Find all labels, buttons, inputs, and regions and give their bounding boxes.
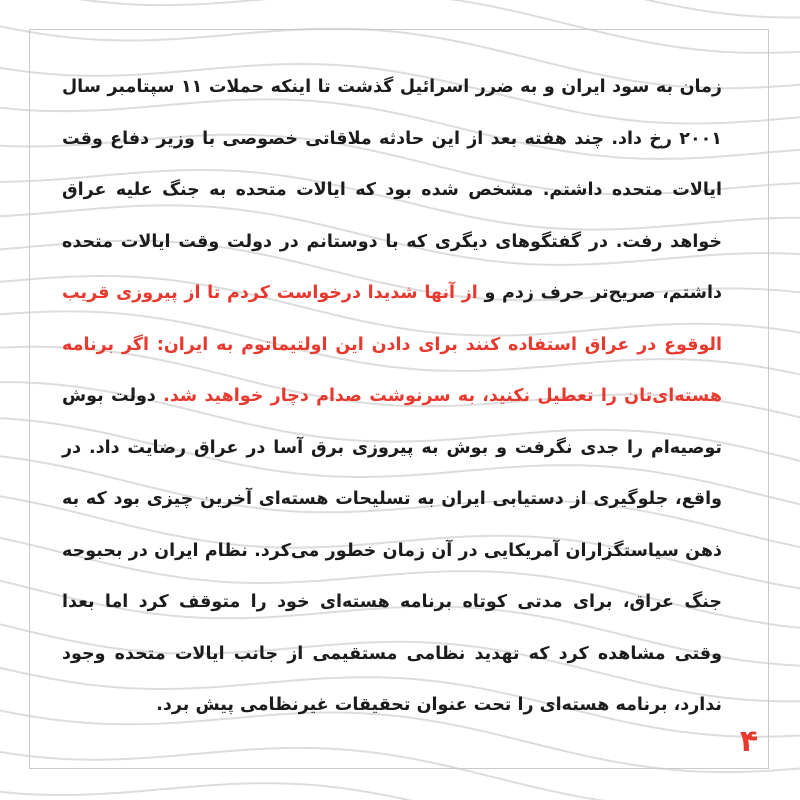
paragraph-text-part1: زمان به سود ایران و به ضرر اسرائیل گذشت تا اینکه حملات ۱۱ سپتامبر سال ۲۰۰۱ رخ داد. چند هفته بعد از این حادثه ملاقاتی خصوصی با وزیر دفاع وقت ایالات متحده داشتم. مشخص شده بود که ایالات متحده به جنگ علیه عراق خواهد رفت. در گفتگوهای دیگری که با دوستانم در دولت وقت ایالات متحده داشتم، صریح‌تر حرف زدم و xyxy=(62,77,722,303)
paragraph-highlight-text: از آنها شدیدا درخواست کردم تا از پیروزی قریب الوقوع در عراق استفاده کنند برای دادن این اولتیماتوم به ایران: اگر برنامه هسته‌ای‌تان را تعطیل نکنید، به سرنوشت صدام دچار خواهید شد. xyxy=(62,283,722,406)
page-number: ۴ xyxy=(739,724,759,759)
body-paragraph xyxy=(62,62,722,732)
wave-line xyxy=(0,783,800,800)
paragraph-text-part2: دولت بوش توصیه‌ام را جدی نگرفت و بوش به پیروزی برق آسا در عراق رضایت داد. در واقع، جلوگیری از دستیابی ایران به تسلیحات هسته‌ای آخرین چیزی بود که به ذهن سیاستگزاران آمریکایی در آن زمان خطور می‌کرد. نظام ایران در بحبوحه جنگ عراق، برای مدتی کوتاه برنامه هسته‌ای خود را متوقف کرد اما بعدا وقتی مشاهده کرد که تهدید نظامی مستقیمی از جانب ایالات متحده وجود ندارد، برنامه هسته‌ای را تحت عنوان تحقیقات غیرنظامی پیش برد. xyxy=(62,386,722,715)
